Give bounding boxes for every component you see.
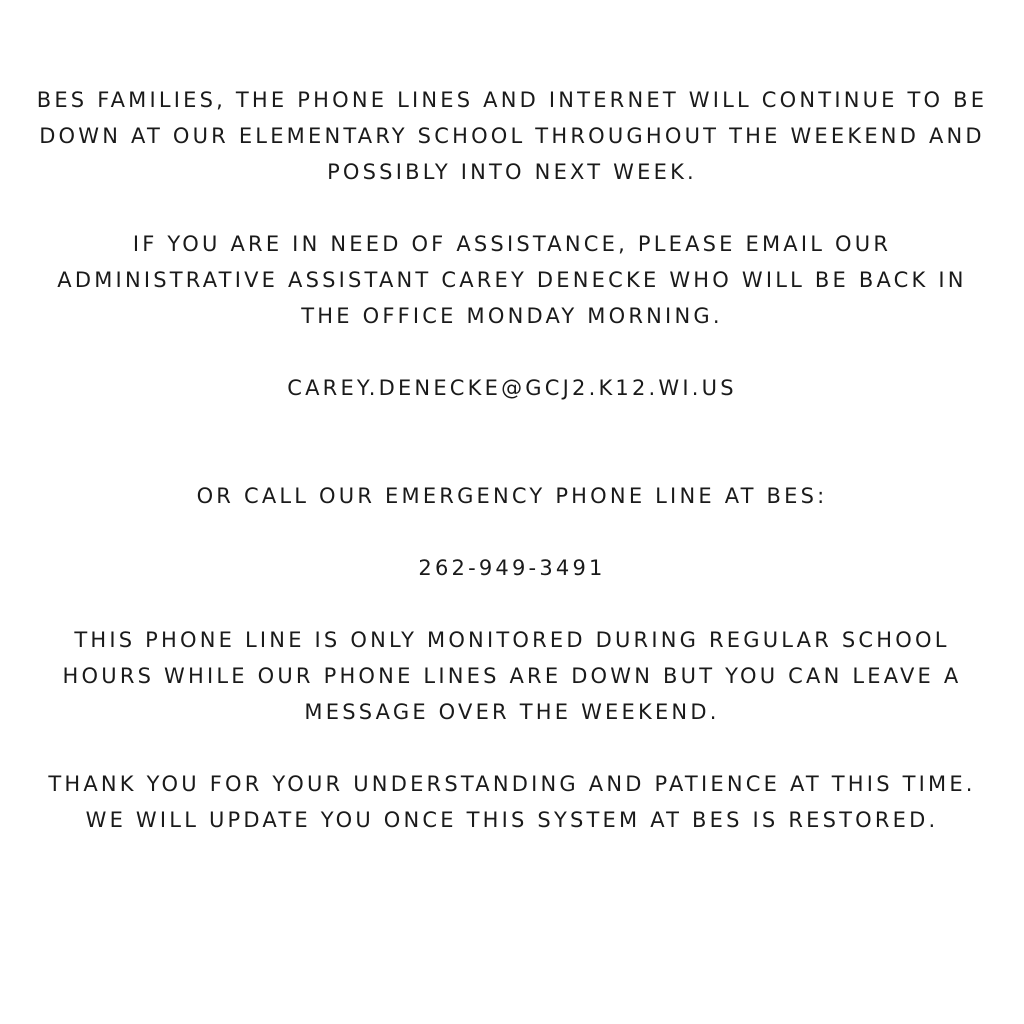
thanks-line: WE WILL UPDATE YOU ONCE THIS SYSTEM AT BES IS RESTORED. bbox=[85, 808, 939, 832]
assistance-paragraph bbox=[0, 226, 1024, 334]
call-paragraph bbox=[0, 478, 1024, 514]
monitoring-line: MESSAGE OVER THE WEEKEND. bbox=[304, 700, 720, 724]
monitoring-line: THIS PHONE LINE IS ONLY MONITORED DURING REGULAR SCHOOL bbox=[74, 628, 950, 652]
assistance-line: ADMINISTRATIVE ASSISTANT CAREY DENECKE WHO WILL BE BACK IN bbox=[57, 268, 967, 292]
monitoring-paragraph bbox=[0, 622, 1024, 730]
phone-paragraph bbox=[0, 550, 1024, 586]
notice-body bbox=[0, 82, 1024, 838]
intro-line: POSSIBLY INTO NEXT WEEK. bbox=[327, 160, 697, 184]
intro-line: BES FAMILIES, THE PHONE LINES AND INTERNET WILL CONTINUE TO BE bbox=[36, 88, 988, 112]
assistance-line: THE OFFICE MONDAY MORNING. bbox=[301, 304, 723, 328]
emergency-call-line: OR CALL OUR EMERGENCY PHONE LINE AT BES: bbox=[196, 484, 828, 508]
monitoring-line: HOURS WHILE OUR PHONE LINES ARE DOWN BUT YOU CAN LEAVE A bbox=[62, 664, 962, 688]
email-address: CAREY.DENECKE@GCJ2.K12.WI.US bbox=[287, 376, 737, 400]
intro-line: DOWN AT OUR ELEMENTARY SCHOOL THROUGHOUT THE WEEKEND AND bbox=[39, 124, 985, 148]
thanks-paragraph bbox=[0, 766, 1024, 838]
email-paragraph bbox=[0, 370, 1024, 406]
emergency-phone-number: 262-949-3491 bbox=[418, 556, 606, 580]
thanks-line: THANK YOU FOR YOUR UNDERSTANDING AND PATIENCE AT THIS TIME. bbox=[48, 772, 976, 796]
intro-paragraph bbox=[0, 82, 1024, 190]
assistance-line: IF YOU ARE IN NEED OF ASSISTANCE, PLEASE EMAIL OUR bbox=[132, 232, 892, 256]
